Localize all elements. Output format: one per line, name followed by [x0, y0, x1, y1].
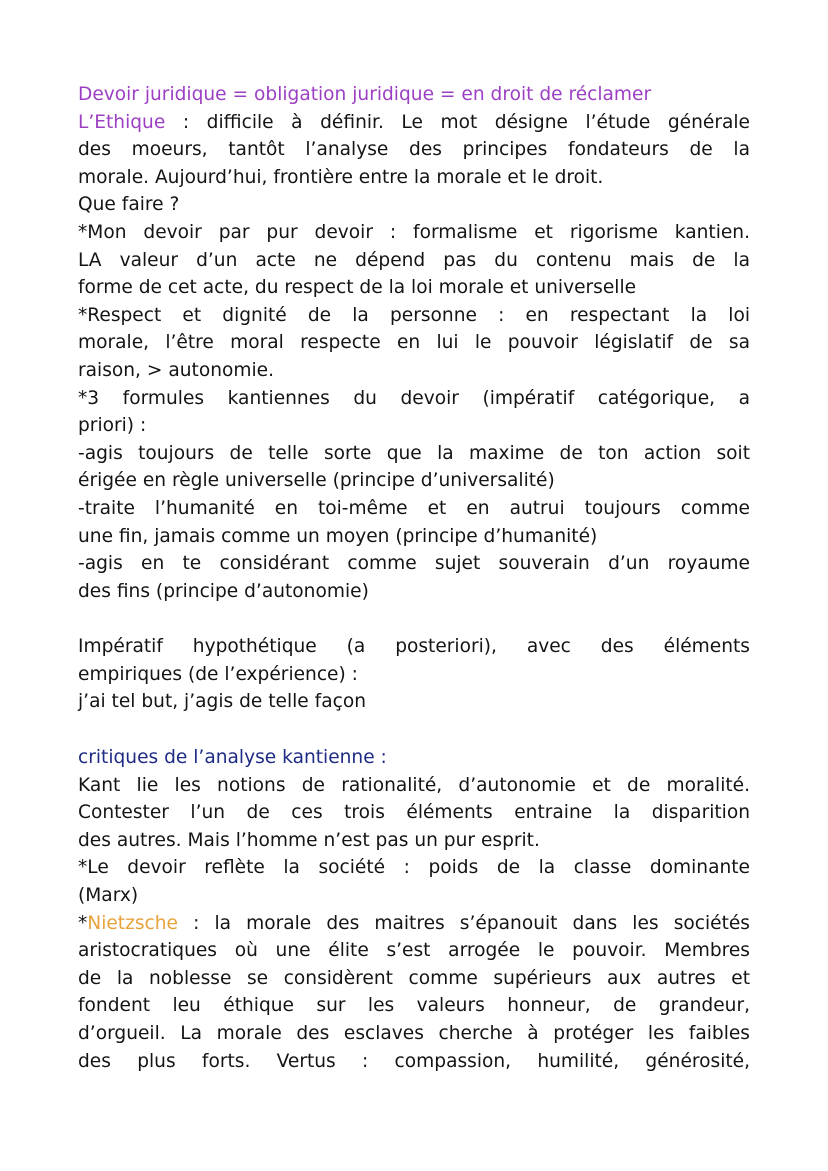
- paragraph-line: des plus forts. Vertus : compassion, humilité, générosité,: [78, 1050, 750, 1072]
- blank-line: [78, 605, 750, 633]
- paragraph-line: [78, 109, 750, 137]
- paragraph-line: Kant lie les notions de rationalité, d’autonomie et de moralité.: [78, 774, 750, 796]
- paragraph-line: fondent leu éthique sur les valeurs honneur, de grandeur,: [78, 995, 750, 1017]
- paragraph-line: une fin, jamais comme un moyen (principe d’humanité): [78, 525, 598, 547]
- paragraph-line: empiriques (de l’expérience) :: [78, 663, 358, 685]
- bullet-star: *: [78, 912, 88, 934]
- paragraph-line: Que faire ?: [78, 194, 180, 216]
- bullet-line: *3 formules kantiennes du devoir (impératif catégorique, a: [78, 387, 750, 409]
- paragraph-line: (Marx): [78, 885, 139, 907]
- paragraph-line: aristocratiques où une élite s’est arrogée le pouvoir. Membres: [78, 940, 750, 962]
- dash-item-line: -agis en te considérant comme sujet souverain d’un royaume: [78, 553, 750, 575]
- paragraph-text: : difficile à définir. Le mot désigne l’étude générale: [165, 111, 750, 133]
- heading-ethique: L’Ethique: [78, 111, 166, 133]
- paragraph-line: érigée en règle universelle (principe d’universalité): [78, 470, 555, 492]
- bullet-line: *Respect et dignité de la personne : en respectant la loi: [78, 304, 750, 326]
- paragraph-line: LA valeur d’un acte ne dépend pas du contenu mais de la: [78, 249, 750, 271]
- bullet-line: *Mon devoir par pur devoir : formalisme et rigorisme kantien.: [78, 221, 750, 243]
- bullet-line: [78, 910, 750, 938]
- paragraph-line: des moeurs, tantôt l’analyse des principes fondateurs de la: [78, 139, 750, 161]
- paragraph-line: Impératif hypothétique (a posteriori), avec des éléments: [78, 636, 750, 658]
- paragraph-line: des fins (principe d’autonomie): [78, 580, 369, 602]
- paragraph-line: morale, l’être moral respecte en lui le pouvoir législatif de sa: [78, 332, 750, 354]
- bullet-line: *Le devoir reflète la société : poids de la classe dominante: [78, 857, 750, 879]
- paragraph-line: des autres. Mais l’homme n’est pas un pur esprit.: [78, 829, 540, 851]
- paragraph-line: raison, > autonomie.: [78, 359, 274, 381]
- paragraph-line: forme de cet acte, du respect de la loi morale et universelle: [78, 277, 637, 299]
- paragraph-line: de la noblesse se considèrent comme supérieurs aux autres et: [78, 967, 750, 989]
- name-nietzsche: Nietzsche: [87, 912, 178, 934]
- paragraph-line: priori) :: [78, 415, 147, 437]
- paragraph-line: Contester l’un de ces trois éléments entraine la disparition: [78, 802, 750, 824]
- heading-critiques: critiques de l’analyse kantienne :: [78, 747, 387, 769]
- paragraph-line: j’ai tel but, j’agis de telle façon: [78, 691, 366, 713]
- paragraph-text: : la morale des maitres s’épanouit dans les sociétés: [178, 912, 750, 934]
- blank-line: [78, 716, 750, 744]
- paragraph-line: morale. Aujourd’hui, frontière entre la morale et le droit.: [78, 166, 604, 188]
- heading-devoir-juridique: Devoir juridique = obligation juridique = en droit de réclamer: [78, 84, 652, 105]
- paragraph-line: d’orgueil. La morale des esclaves cherche à protéger les faibles: [78, 1023, 750, 1044]
- dash-item-line: -agis toujours de telle sorte que la maxime de ton action soit: [78, 442, 750, 464]
- dash-item-line: -traite l’humanité en toi-même et en autrui toujours comme: [78, 497, 750, 519]
